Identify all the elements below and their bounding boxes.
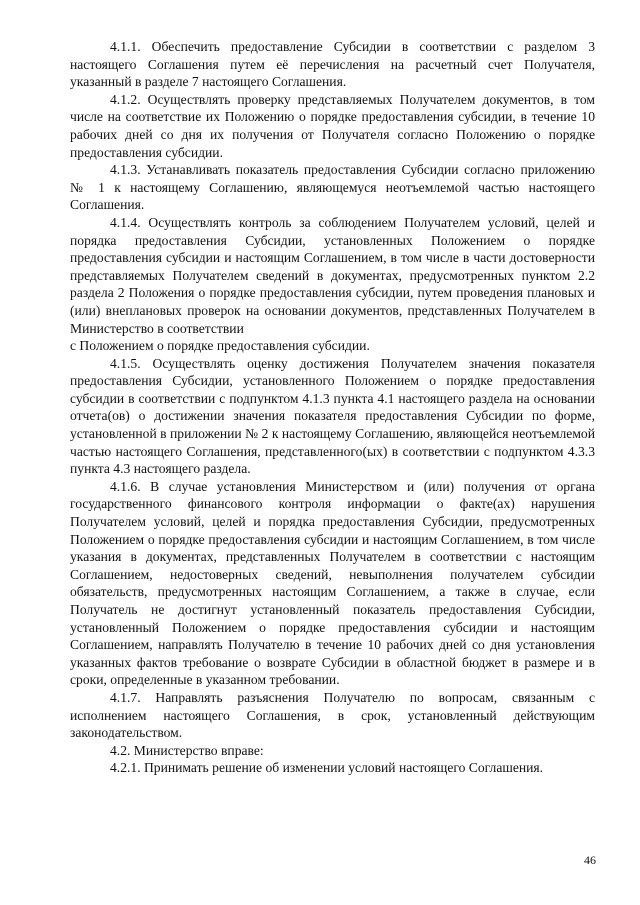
- paragraph-4-1-4: 4.1.4. Осуществлять контроль за соблюдением Получателем условий, целей и порядка предоставления Субсидии, установленных Положением о порядке предоставления субсидии и настоящим Соглашением, в том числе в части достоверности представляемых Получателем сведений в документах, предусмотренных пунктом 2.2 раздела 2 Положения о порядке предоставления субсидии, путем проведения плановых и (или) внеплановых проверок на основании документов, представленных Получателем в Министерство в соответствии: [70, 214, 595, 336]
- document-body: [70, 38, 595, 777]
- paragraph-4-1-6: 4.1.6. В случае установления Министерством и (или) получения от органа государственного финансового контроля информации о факте(ах) нарушения Получателем условий, целей и порядка предоставления Субсидии, предусмотренных Положением о порядке предоставления субсидии и настоящим Соглашением, в том числе указания в документах, представленных Получателем в соответствии с настоящим Соглашением, недостоверных сведений, невыполнения получателем субсидии обязательств, предусмотренных настоящим Соглашением, а также в случае, если Получатель не достигнут установленный показатель предоставления Субсидии, установленный Положением о порядке предоставления субсидии и настоящим Соглашением, направлять Получателю в течение 10 рабочих дней со дня установления указанных фактов требование о возврате Субсидии в областной бюджет в размере и в сроки, определенные в указанном требовании.: [70, 478, 595, 688]
- page-number: 46: [584, 853, 596, 867]
- paragraph-4-1-4-continuation: с Положением о порядке предоставления субсидии.: [70, 338, 370, 354]
- paragraph-4-2-1: 4.2.1. Принимать решение об изменении условий настоящего Соглашения.: [110, 760, 544, 776]
- paragraph-4-1-2: 4.1.2. Осуществлять проверку представляемых Получателем документов, в том числе на соответствие их Положению о порядке предоставления субсидии, в течение 10 рабочих дней со дня их получения от Получателя согласно Положению о порядке предоставления субсидии.: [70, 91, 595, 160]
- paragraph-4-2: 4.2. Министерство вправе:: [110, 742, 264, 758]
- paragraph-4-1-1: 4.1.1. Обеспечить предоставление Субсидии в соответствии с разделом 3 настоящего Соглашения путем её перечисления на расчетный счет Получателя, указанный в разделе 7 настоящего Соглашения.: [70, 39, 595, 90]
- paragraph-4-1-7: 4.1.7. Направлять разъяснения Получателю по вопросам, связанным с исполнением настоящего Соглашения, в срок, установленный действующим законодательством.: [70, 689, 595, 741]
- paragraph-4-1-5: 4.1.5. Осуществлять оценку достижения Получателем значения показателя предоставления Субсидии, установленного Положением о порядке предоставления субсидии в соответствии с подпунктом 4.1.3 пункта 4.1 настоящего раздела на основании отчета(ов) о достижении значения показателя предоставления Субсидии по форме, установленной в приложении № 2 к настоящему Соглашению, являющейся неотъемлемой частью настоящего Соглашения, представленного(ых) в соответствии с подпунктом 4.3.3 пункта 4.3 настоящего раздела.: [70, 355, 595, 477]
- paragraph-4-1-3: 4.1.3. Устанавливать показатель предоставления Субсидии согласно приложению № 1 к настоящему Соглашению, являющемуся неотъемлемой частью настоящего Соглашения.: [70, 162, 595, 213]
